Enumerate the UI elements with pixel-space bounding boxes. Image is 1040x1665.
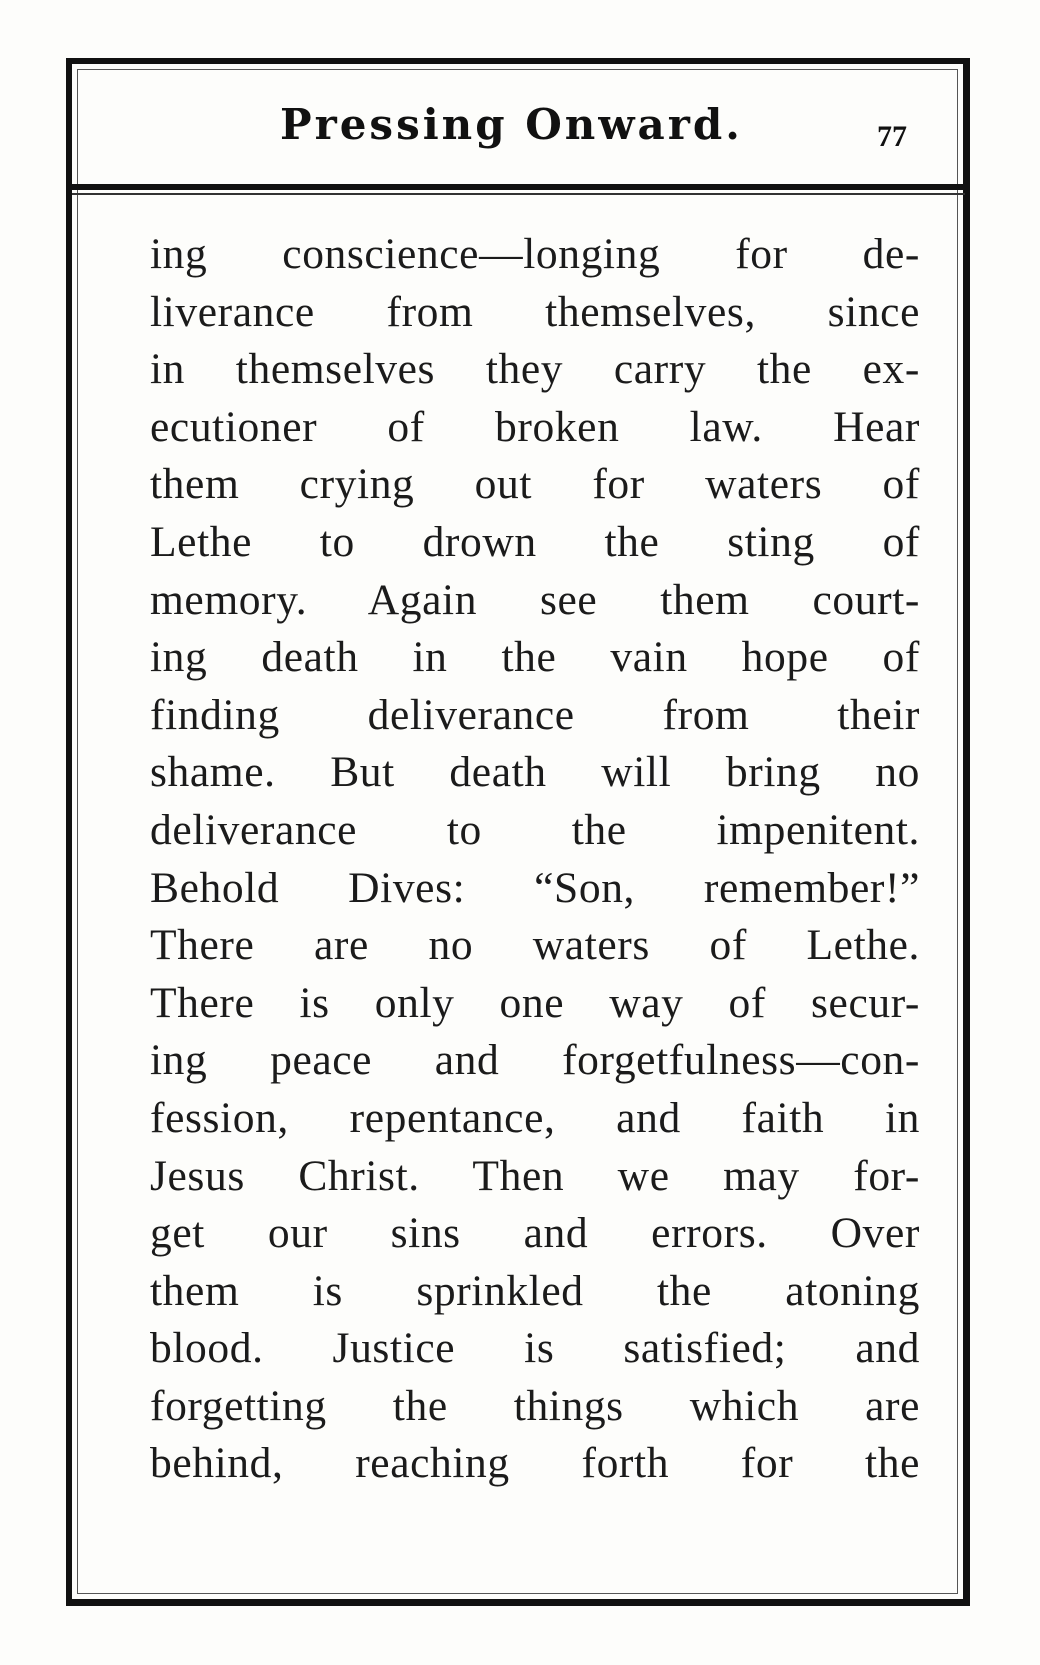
text-line: ing conscience—longing for de-	[150, 230, 920, 278]
header-rule	[72, 184, 965, 190]
text-line: Lethe to drown the sting of	[150, 517, 920, 566]
text-line: forgetting the things which are	[150, 1381, 920, 1430]
text-line: blood. Justice is satisfied; and	[150, 1324, 920, 1373]
text-line: ing peace and forgetfulness—con-	[150, 1036, 920, 1085]
text-line: them is sprinkled the atoning	[150, 1266, 920, 1315]
text-line: There are no waters of Lethe.	[150, 921, 920, 970]
text-line: behind, reaching forth for the	[150, 1439, 920, 1488]
text-line: ing death in the vain hope of	[150, 633, 920, 682]
text-line: Behold Dives: “Son, remember!”	[150, 863, 920, 912]
header-rule-thin	[72, 193, 965, 195]
text-line: ecutioner of broken law. Hear	[150, 402, 920, 451]
text-line: deliverance to the impenitent.	[150, 805, 920, 854]
text-line: finding deliverance from their	[150, 690, 920, 739]
text-line: liverance from themselves, since	[150, 287, 920, 336]
text-line: There is only one way of secur-	[150, 978, 920, 1027]
text-line: them crying out for waters of	[150, 460, 920, 509]
text-line: in themselves they carry the ex-	[150, 345, 920, 394]
page-number: 77	[877, 120, 907, 153]
text-line: Jesus Christ. Then we may for-	[150, 1151, 920, 1200]
text-line: get our sins and errors. Over	[150, 1209, 920, 1258]
text-line: shame. But death will bring no	[150, 748, 920, 797]
text-line: fession, repentance, and faith in	[150, 1093, 920, 1142]
running-title: Pressing Onward.	[280, 100, 743, 149]
text-line: memory. Again see them court-	[150, 575, 920, 624]
body-text	[150, 226, 920, 1493]
